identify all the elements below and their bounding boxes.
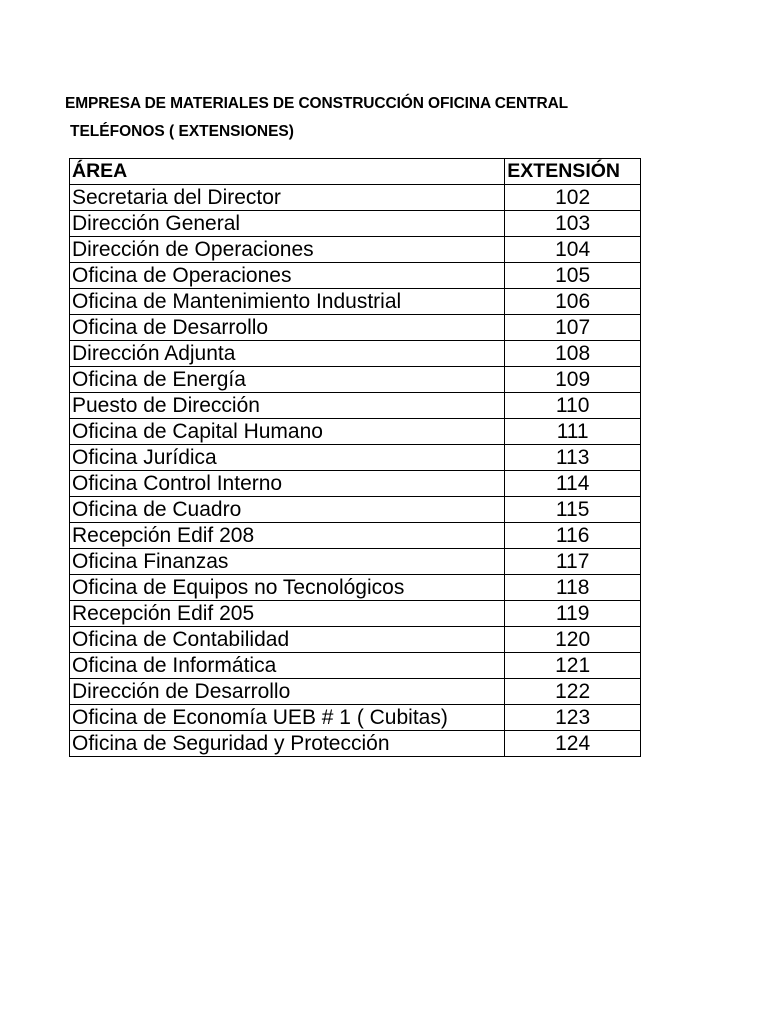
table-row [70,601,641,627]
table-row [70,705,641,731]
cell-area: Oficina de Informática [70,653,505,679]
cell-area: Oficina de Equipos no Tecnológicos [70,575,505,601]
cell-area: Dirección Adjunta [70,341,505,367]
cell-extension: 110 [505,393,641,419]
table-row [70,497,641,523]
cell-extension: 120 [505,627,641,653]
document-subtitle: TELÉFONOS ( EXTENSIONES) [70,123,294,140]
cell-area: Oficina de Desarrollo [70,315,505,341]
table-row [70,315,641,341]
table-header-row [70,159,641,185]
cell-area: Oficina de Energía [70,367,505,393]
table-row [70,341,641,367]
cell-area: Oficina de Economía UEB # 1 ( Cubitas) [70,705,505,731]
cell-area: Oficina Finanzas [70,549,505,575]
header-area: ÁREA [70,159,505,185]
cell-extension: 123 [505,705,641,731]
header-extension: EXTENSIÓN [505,159,641,185]
table-row [70,263,641,289]
cell-area: Oficina Control Interno [70,471,505,497]
cell-extension: 106 [505,289,641,315]
table-row [70,393,641,419]
table-row [70,211,641,237]
cell-area: Oficina de Operaciones [70,263,505,289]
cell-area: Oficina de Contabilidad [70,627,505,653]
table-row [70,627,641,653]
table-row [70,471,641,497]
table-row [70,237,641,263]
table-row [70,289,641,315]
cell-extension: 121 [505,653,641,679]
cell-area: Recepción Edif 208 [70,523,505,549]
cell-extension: 113 [505,445,641,471]
cell-area: Oficina de Mantenimiento Industrial [70,289,505,315]
cell-area: Secretaria del Director [70,185,505,211]
cell-extension: 107 [505,315,641,341]
cell-extension: 108 [505,341,641,367]
extensions-table [69,158,641,757]
document-title: EMPRESA DE MATERIALES DE CONSTRUCCIÓN OFICINA CENTRAL [65,95,569,112]
table-row [70,367,641,393]
cell-extension: 117 [505,549,641,575]
cell-extension: 111 [505,419,641,445]
cell-extension: 124 [505,731,641,757]
cell-extension: 118 [505,575,641,601]
table-row [70,679,641,705]
cell-extension: 115 [505,497,641,523]
cell-area: Recepción Edif 205 [70,601,505,627]
table-row [70,653,641,679]
table-row [70,731,641,757]
table-row [70,419,641,445]
cell-area: Oficina de Seguridad y Protección [70,731,505,757]
table-row [70,549,641,575]
cell-area: Dirección de Desarrollo [70,679,505,705]
cell-area: Dirección de Operaciones [70,237,505,263]
cell-area: Oficina Jurídica [70,445,505,471]
cell-area: Dirección General [70,211,505,237]
cell-area: Oficina de Capital Humano [70,419,505,445]
cell-extension: 103 [505,211,641,237]
cell-extension: 102 [505,185,641,211]
cell-area: Puesto de Dirección [70,393,505,419]
table-row [70,575,641,601]
cell-extension: 109 [505,367,641,393]
table-row [70,185,641,211]
cell-extension: 105 [505,263,641,289]
cell-extension: 122 [505,679,641,705]
table-row [70,523,641,549]
cell-extension: 104 [505,237,641,263]
cell-extension: 119 [505,601,641,627]
table-row [70,445,641,471]
cell-extension: 116 [505,523,641,549]
cell-area: Oficina de Cuadro [70,497,505,523]
cell-extension: 114 [505,471,641,497]
